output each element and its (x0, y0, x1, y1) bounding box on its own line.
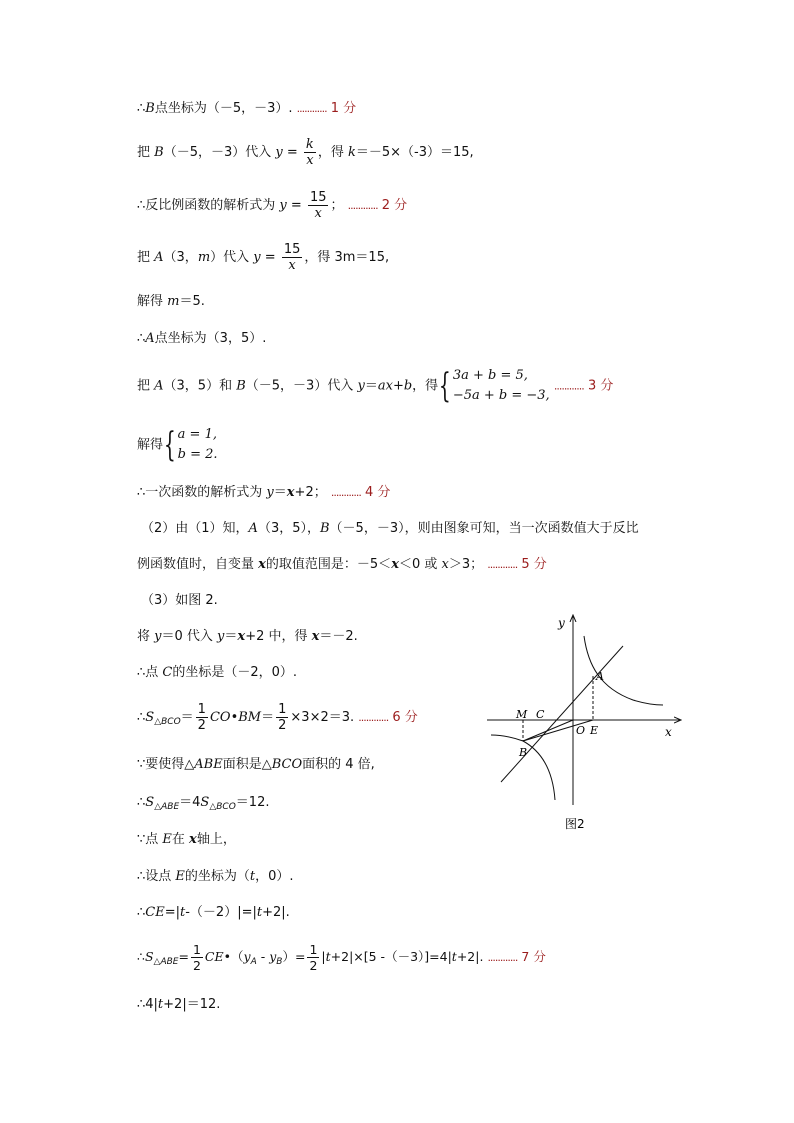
text: 把 (137, 145, 155, 160)
var: y (357, 378, 365, 394)
text: ＝0 代入 (161, 629, 218, 644)
line-7 (137, 366, 613, 406)
x-axis-label: x (665, 725, 672, 739)
text: 解得 (137, 437, 164, 453)
text: 的取值范围是：－5＜ (265, 557, 392, 572)
line-15 (137, 702, 418, 733)
var: x (258, 557, 266, 572)
segment-B-O (523, 720, 573, 741)
text: +2|＝12. (163, 997, 221, 1012)
text: ∴ (137, 331, 146, 346)
fraction (191, 942, 203, 973)
line-3 (137, 190, 407, 221)
text: （3，5）和 (163, 378, 237, 394)
denominator: x (288, 258, 296, 273)
text: + (392, 378, 404, 394)
fraction (307, 942, 319, 973)
label-O: O (576, 724, 586, 737)
text: ∴反比例函数的解析式为 (137, 198, 280, 213)
text: ∴一次函数的解析式为 (137, 485, 267, 500)
var: S (200, 795, 210, 810)
text: +2； (294, 485, 327, 500)
var: m (197, 250, 211, 265)
text: ）= (282, 949, 306, 964)
text: ×3×2＝3. (290, 710, 355, 725)
text: • (230, 710, 239, 725)
text: = (260, 250, 280, 265)
text: +2|. (456, 949, 484, 964)
score-mark: 1 分 (330, 101, 357, 116)
text: ，0）. (255, 869, 294, 884)
var: BCO (271, 757, 303, 772)
text: | (321, 949, 326, 964)
text: ∴ (137, 905, 146, 920)
text: ＝ (261, 710, 275, 725)
text: =| (164, 905, 180, 920)
var: ABE (194, 757, 223, 772)
text: （－5，－3）代入 (245, 378, 358, 394)
var: t (451, 949, 457, 964)
text: ＝4 (179, 795, 201, 810)
var: S (145, 710, 155, 725)
var: C (162, 665, 173, 680)
var: y (217, 629, 225, 644)
text: （－5，－3），则由图象可知，当一次函数值大于反比 (329, 521, 639, 536)
text: ∴ (137, 710, 146, 725)
var: BM (238, 710, 262, 725)
text: ∴ (137, 949, 145, 964)
text: •（ (223, 949, 244, 964)
var: x (311, 629, 320, 644)
var: A (154, 378, 164, 394)
text: 的坐标是（－2，0）. (172, 665, 298, 680)
var: y (154, 629, 162, 644)
var: B (319, 521, 330, 536)
line-18 (137, 831, 236, 849)
text: 例函数值时，自变量 (137, 557, 259, 572)
text: 在 (171, 832, 190, 847)
var: b (403, 378, 413, 394)
text: ＝－2. (319, 629, 358, 644)
var: y (275, 145, 283, 160)
var: B (236, 378, 246, 394)
text: - (256, 949, 270, 964)
text: ＝－5×（-3）＝15, (355, 145, 474, 160)
text: ∴设点 (137, 869, 176, 884)
text: ＝ (364, 378, 378, 394)
var: CO (209, 710, 231, 725)
var: E (175, 869, 185, 884)
line-4 (137, 242, 389, 273)
text: +2|×[5 -（－3）]=4| (330, 949, 452, 964)
label-M: M (516, 708, 528, 721)
text: 把 (137, 250, 155, 265)
text: ，得 3m＝15, (304, 250, 390, 265)
line-10 (141, 520, 639, 538)
score-leader: ............ (553, 379, 584, 393)
var: A (154, 250, 164, 265)
fraction (308, 190, 329, 221)
var: x (391, 557, 399, 572)
denominator: x (306, 153, 314, 168)
var: k (347, 145, 356, 160)
score-mark: 3 分 (587, 378, 614, 394)
text: = (286, 198, 306, 213)
denominator: 2 (197, 718, 206, 733)
text: （－5，－3）代入 (163, 145, 276, 160)
subscript: △ABE (153, 957, 179, 967)
text: ； (330, 198, 344, 213)
text: ＞3； (448, 557, 484, 572)
text: （3， (163, 250, 198, 265)
text: ∵点 (137, 832, 163, 847)
line-5 (137, 293, 205, 311)
subscript: A (250, 957, 257, 967)
subscript: B (276, 957, 283, 967)
text: +2 中，得 (245, 629, 312, 644)
equation: a = 1, (177, 427, 217, 442)
text: ＝5. (179, 294, 205, 309)
text: ∵要使得△ (137, 757, 195, 772)
numerator: 15 (283, 242, 301, 257)
numerator: 15 (309, 190, 327, 205)
numerator: 1 (197, 702, 206, 717)
var: y (266, 485, 274, 500)
var: B (154, 145, 164, 160)
fraction (304, 137, 316, 168)
label-A: A (596, 670, 604, 683)
equation-system (178, 425, 218, 465)
var: t (249, 869, 256, 884)
numerator: 1 (309, 942, 318, 957)
var: S (144, 949, 154, 964)
var: A (145, 331, 155, 346)
var: B (145, 101, 155, 116)
equation: −5a + b = −3, (452, 388, 550, 403)
y-axis-label: y (558, 616, 565, 630)
var: m (167, 294, 180, 309)
text: 面积是△ (222, 757, 272, 772)
text: ＝ (273, 485, 287, 500)
denominator: x (314, 206, 322, 221)
var: CE (204, 949, 224, 964)
subscript: △BCO (154, 717, 181, 727)
brace: { (163, 425, 176, 465)
var: S (145, 795, 155, 810)
text: 点坐标为（3，5）. (154, 331, 267, 346)
fraction (276, 702, 288, 733)
var: x (189, 832, 197, 847)
var: ax (377, 378, 393, 394)
numerator: k (305, 137, 314, 152)
text: 将 (137, 629, 155, 644)
text: 把 (137, 378, 155, 394)
var: t (180, 905, 186, 920)
figure-caption: 图2 (565, 817, 585, 831)
text: 点坐标为（－5，－3）. (154, 101, 293, 116)
denominator: 2 (278, 718, 287, 733)
line-21 (137, 942, 546, 973)
text: 解得 (137, 294, 168, 309)
text: ）代入 (210, 250, 254, 265)
var: A (248, 521, 258, 536)
var: y (253, 250, 261, 265)
line-19 (137, 868, 294, 886)
text: ，得 (412, 378, 439, 394)
numerator: 1 (278, 702, 287, 717)
var: x (286, 485, 295, 500)
line-14 (137, 664, 297, 682)
line-9 (137, 484, 390, 502)
var: CE (145, 905, 165, 920)
score-mark: 4 分 (364, 485, 391, 500)
score-leader: ............ (330, 486, 361, 499)
text: 面积的 4 倍, (302, 757, 375, 772)
fraction (196, 702, 208, 733)
text: ∴点 (137, 665, 163, 680)
label-E: E (590, 724, 599, 737)
text: ∴ (137, 795, 146, 810)
line-11 (137, 556, 547, 574)
var: y (243, 949, 251, 964)
line-13 (137, 628, 358, 646)
label-B: B (519, 746, 528, 759)
line-6 (137, 330, 266, 348)
text: -（－2）|=| (185, 905, 257, 920)
coordinate-diagram (485, 610, 690, 840)
subscript: △BCO (209, 802, 236, 812)
line-16 (137, 756, 375, 774)
var: t (325, 949, 331, 964)
score-leader: ............ (487, 558, 518, 571)
text: ，得 (317, 145, 348, 160)
line-2 (137, 137, 474, 168)
line-20 (137, 904, 290, 922)
var: y (279, 198, 287, 213)
text: = (282, 145, 302, 160)
text: = (178, 949, 189, 964)
score-mark: 2 分 (381, 198, 408, 213)
subscript: △ABE (154, 802, 180, 812)
score-leader: ............ (358, 711, 389, 724)
text: （3）如图 2. (141, 593, 218, 608)
text: ∴ (137, 101, 146, 116)
score-mark: 7 分 (521, 949, 546, 964)
score-mark: 6 分 (392, 710, 418, 725)
text: 的坐标为（ (184, 869, 250, 884)
text: ＝ (180, 710, 194, 725)
var: E (162, 832, 172, 847)
brace: { (439, 366, 451, 406)
numerator: 1 (192, 942, 201, 957)
text: ＝12. (235, 795, 270, 810)
var: t (256, 905, 263, 920)
hyperbola-branch-3 (491, 735, 555, 800)
line-12 (141, 592, 218, 610)
text: ＜0 或 (398, 557, 442, 572)
line-8 (137, 425, 218, 465)
var: x (441, 557, 449, 572)
score-leader: ............ (347, 199, 378, 212)
score-leader: ............ (487, 951, 518, 964)
equation: 3a + b = 5, (452, 368, 528, 383)
equation-system (453, 366, 550, 406)
label-C: C (536, 708, 545, 721)
score-leader: ............ (296, 102, 327, 115)
text: ＝ (224, 629, 238, 644)
score-mark: 5 分 (521, 557, 547, 572)
denominator: 2 (192, 958, 201, 973)
text: （3，5）， (257, 521, 320, 536)
text: ∴4| (137, 997, 158, 1012)
line-17 (137, 794, 269, 816)
text: 轴上， (196, 832, 236, 847)
fraction (282, 242, 303, 273)
line-1 (137, 100, 356, 118)
var: y (269, 949, 277, 964)
denominator: 2 (309, 958, 318, 973)
text: （2）由（1）知， (141, 521, 249, 536)
line-22 (137, 996, 220, 1014)
var: t (157, 997, 164, 1012)
var: x (237, 629, 246, 644)
equation: b = 2. (177, 447, 218, 462)
text: +2|. (262, 905, 290, 920)
figure-2 (485, 610, 690, 840)
